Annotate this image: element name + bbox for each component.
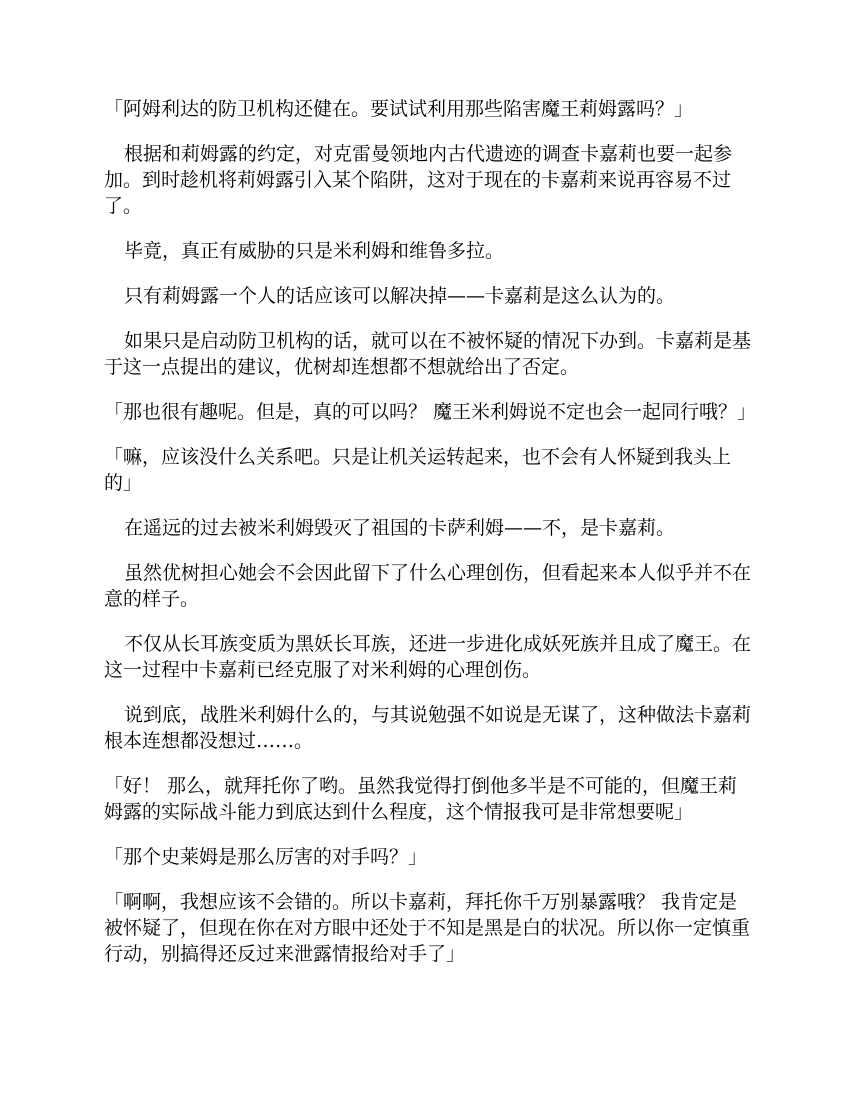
paragraph-6-dialogue: 「那也很有趣呢。但是，真的可以吗？ 魔王米利姆说不定也会一起同行哦？」 [104,401,757,423]
paragraph-9: 虽然优树担心她会不会因此留下了什么心理创伤，但看起来本人似乎并不在意的样子。 [104,562,752,610]
paragraph-7-dialogue: 「嘛，应该没什么关系吧。只是让机关运转起来，也不会有人怀疑到我头上的」 [104,446,732,494]
paragraph-2: 根据和莉姆露的约定，对克雷曼领地内古代遗迹的调查卡嘉莉也要一起参加。到时趁机将莉姆露引入某个陷阱，这对于现在的卡嘉莉来说再容易不过了。 [104,143,733,217]
paragraph-3: 毕竟，真正有威胁的只是米利姆和维鲁多拉。 [124,240,505,262]
paragraph-5: 如果只是启动防卫机构的话，就可以在不被怀疑的情况下办到。卡嘉莉是基于这一点提出的建议，优树却连想都不想就给出了否定。 [104,330,752,378]
paragraph-4: 只有莉姆露一个人的话应该可以解决掉——卡嘉莉是这么认为的。 [124,285,676,307]
paragraph-12-dialogue: 「好！ 那么，就拜托你了哟。虽然我觉得打倒他多半是不可能的，但魔王莉姆露的实际战斗能力到底达到什么程度，这个情报我可是非常想要呢」 [104,775,738,823]
paragraph-1-dialogue: 「阿姆利达的防卫机构还健在。要试试利用那些陷害魔王莉姆露吗？」 [104,98,694,120]
paragraph-8: 在遥远的过去被米利姆毁灭了祖国的卡萨利姆——不，是卡嘉莉。 [124,517,676,539]
paragraph-11: 说到底，战胜米利姆什么的，与其说勉强不如说是无谋了，这种做法卡嘉莉根本连想都没想过……。 [104,704,752,752]
paragraph-14-dialogue: 「啊啊，我想应该不会错的。所以卡嘉莉，拜托你千万别暴露哦？ 我肯定是被怀疑了，但现在你在对方眼中还处于不知是黑是白的状况。所以你一定慎重行动，别搞得还反过来泄露情报给对手了」 [104,891,751,965]
paragraph-10: 不仅从长耳族变质为黑妖长耳族，还进一步进化成妖死族并且成了魔王。在这一过程中卡嘉莉已经克服了对米利姆的心理创伤。 [104,633,752,681]
paragraph-13-dialogue: 「那个史莱姆是那么厉害的对手吗？」 [104,846,428,868]
document-page [104,96,757,986]
